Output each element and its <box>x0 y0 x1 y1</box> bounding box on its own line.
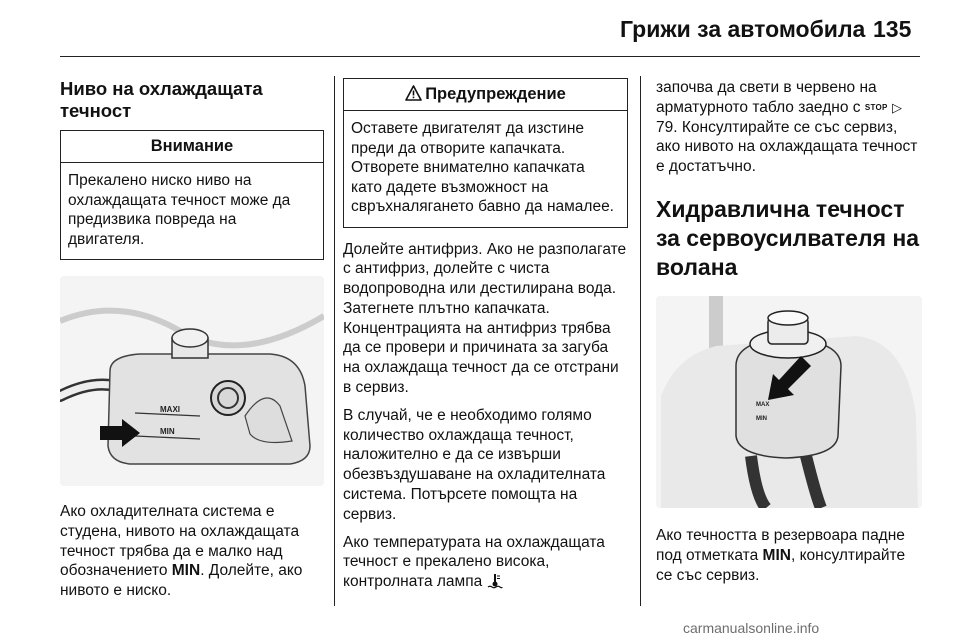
notice-text: Прекалено ниско ниво на охлаждащата течност може да предизвика повреда на двигателя. <box>68 172 291 248</box>
notice-title: Внимание <box>61 131 323 163</box>
min-label: MIN <box>160 427 175 436</box>
warning-box <box>343 78 628 228</box>
power-steering-heading: Хидравлична течност за сервоусилвателя на волана <box>656 195 920 280</box>
warning-title: Предупреждение <box>425 85 566 103</box>
column-divider-2 <box>640 76 641 606</box>
min-mark-label: MIN <box>756 415 767 422</box>
page-reference-icon: ▷ <box>891 99 902 115</box>
max-label: MAX <box>756 401 770 408</box>
warning-header <box>344 79 627 111</box>
warning-text: Оставете двигателят да изстине преди да отворите капачката. Отворете внимателно капачката като дадете възможност на свръхналягането бавно да намалее. <box>351 120 614 215</box>
watermark: carmanualsonline.info <box>683 620 820 636</box>
bleeding-paragraph: В случай, че е необходимо голямо количество охлаждаща течност, наложително е да се извърши обезвъздушаване на охладителната система. Потърсете помощта на сервиз. <box>343 406 606 523</box>
maxi-label: MAXI <box>160 405 180 414</box>
warning-triangle-icon <box>405 85 422 101</box>
coolant-level-heading: Ниво на охлаждащата течност <box>60 78 263 121</box>
notice-box <box>60 130 324 260</box>
antifreeze-paragraph: Долейте антифриз. Ако не разполагате с антифриз, долейте с чиста водопроводна или дестилирана вода. Затегнете плътно капачката. Концентрацията на антифриз трябва да се провери и причината за загуба на охлаждаща течност да се отстрани в сервиз. <box>343 240 627 397</box>
power-steering-reservoir-figure <box>656 296 922 508</box>
column-2 <box>343 78 628 592</box>
column-1 <box>60 78 324 601</box>
temperature-paragraph: Ако температурата на охлаждащата течност е прекалено висока, контролната лампа <box>343 533 605 591</box>
header-rule <box>60 56 920 57</box>
page-header-title: Грижи за автомобила <box>620 16 866 42</box>
lamp-continuation-paragraph: започва да свети в червено на арматурното табло заедно с STOP ▷79. Консултирайте се със сервиз, ако нивото на охлаждащата течност е достатъчно. <box>656 79 918 176</box>
page-reference-number: 79 <box>656 118 674 136</box>
coolant-level-paragraph: Ако охладителната система е студена, нивото на охлаждащата течност трябва да е малко над обозначението MIN. Долейте, ако нивото е ниско. <box>60 503 303 600</box>
page-number: 135 <box>873 16 912 42</box>
power-steering-paragraph: Ако течността в резервоара падне под отметката MIN, консултирайте се със сервиз. <box>656 526 906 584</box>
coolant-reservoir-figure <box>60 276 324 486</box>
column-3 <box>656 78 922 585</box>
stop-indicator-icon: STOP <box>864 102 888 112</box>
column-divider-1 <box>334 76 335 606</box>
coolant-temperature-lamp-icon <box>487 573 503 589</box>
